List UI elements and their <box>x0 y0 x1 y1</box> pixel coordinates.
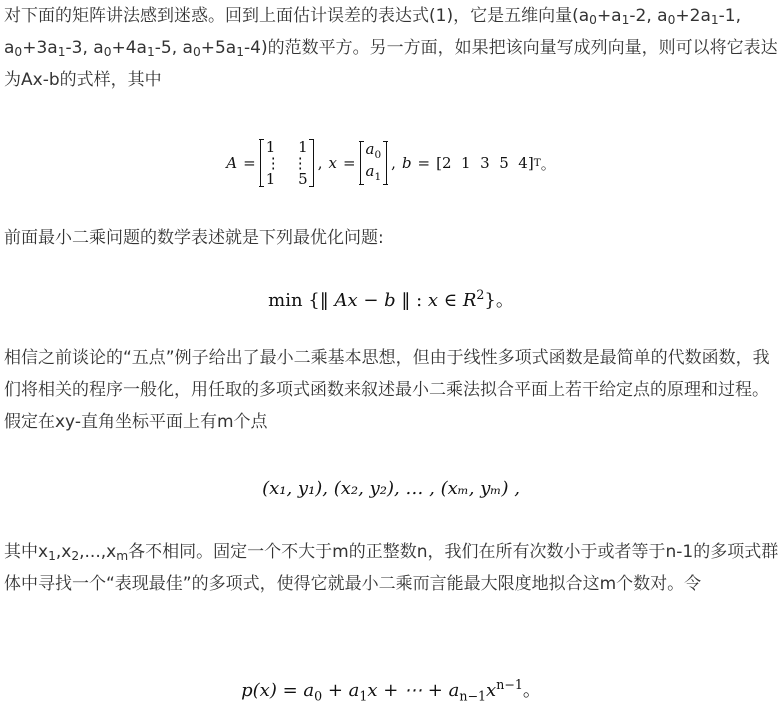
paragraph-4: 其中$x_1,x_2,...,x_m$各不相同。固定一个不大于m的正整数n，我们在所有次数小于或者等于n-1的多项式群体中寻找一个“表现最佳”的多项式，使得它就最小二乘而言能最大限度地拟合这m个数对。令 <box>4 542 779 594</box>
paragraph-2: 前面最小二乘问题的数学表述就是下列最优化问题: <box>4 228 384 248</box>
matrix-A: 1 1 ⋮ ⋮ 1 5 <box>260 139 314 187</box>
min-equation: min {‖ Ax − b ‖ : x ∈ $R^2$}。 <box>268 287 514 311</box>
matrix-equation: A = 1 1 ⋮ ⋮ 1 5 , x = $a_0$ $a_1$ , b = [2 1 3 5 4] T 。 <box>226 138 556 188</box>
paragraph-3: 相信之前谈论的“五点”例子给出了最小二乘基本思想，但由于线性多项式函数是最简单的代数函数，我们将相关的程序一般化，用任取的多项式函数来叙述最小二乘法拟合平面上若干给定点的原理和过程。假定在xy-直角坐标平面上有m个点 <box>4 348 770 432</box>
vector-x: $a_0$ $a_1$ <box>360 141 388 185</box>
paragraph-1: 对下面的矩阵讲法感到迷惑。回到上面估计误差的表达式(1)，它是五维向量($a_0+a_1-2$, $a_0+2a_1-1$, $a_0+3a_1-3$, $a_0+4a_1-5$, $a_0+5a_1-4$)的范数平方。另一方面，如果把该向量写成列向量，则可以将它表达为Ax-b的式样，其中 <box>4 6 778 90</box>
points-equation: (x₁, y₁), (x₂, y₂), … , (xₘ, yₘ) , <box>262 478 520 499</box>
polynomial-equation: $p(x) = a_0 + a_1x$ + ⋯ + $a_{n-1}x^{n-1}$。 <box>241 677 541 704</box>
